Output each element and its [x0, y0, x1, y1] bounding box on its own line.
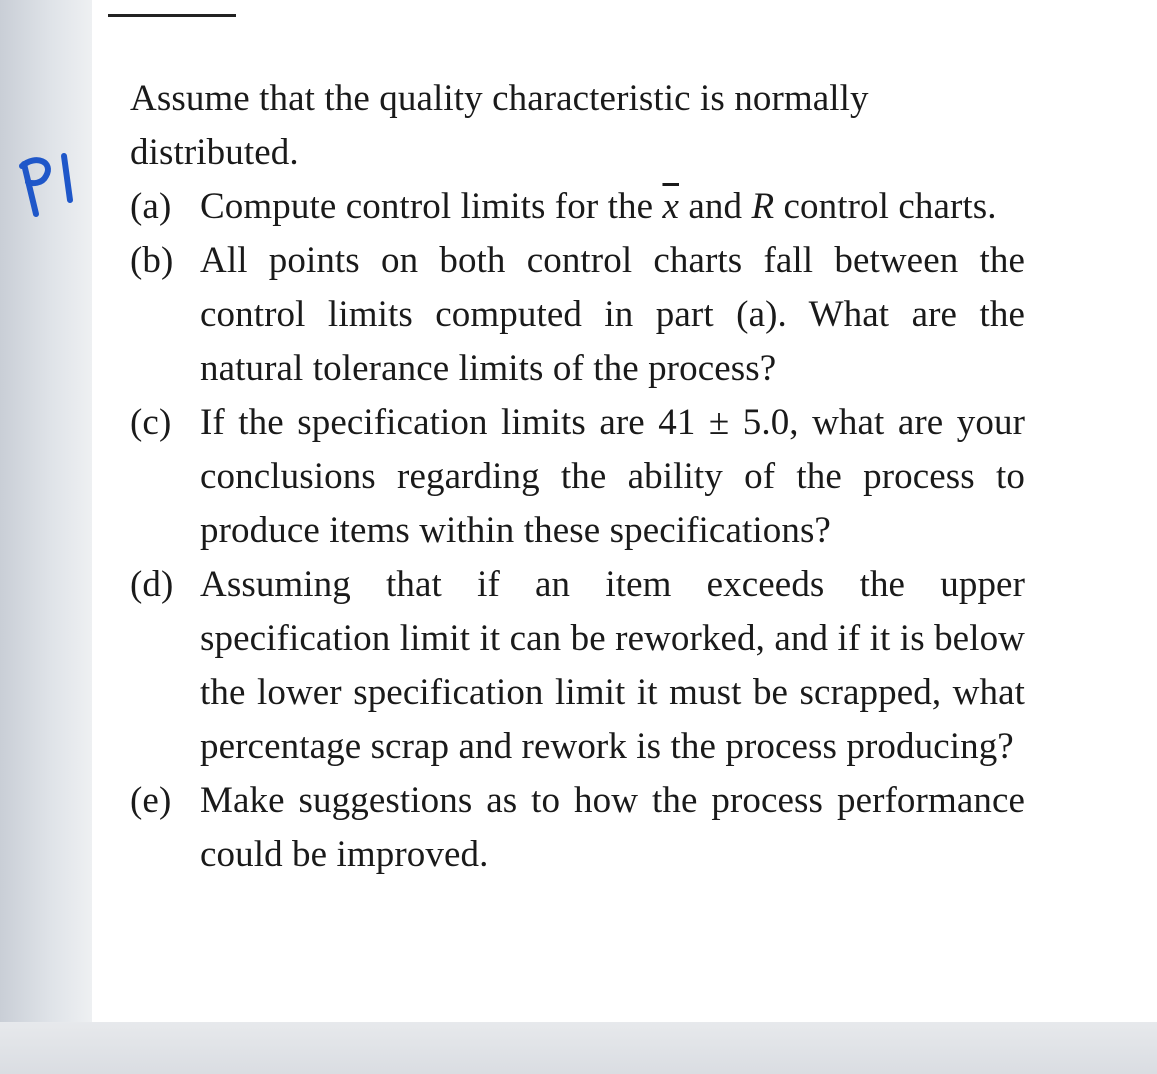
part-text: All points on both control charts fall between the control limits computed in part (a). What are the natural tolerance limits of the process?: [200, 240, 1025, 389]
problem-parts-list: [130, 180, 1025, 882]
part-text: Assuming that if an item exceeds the upper specification limit it can be reworked, and if it is below the lower specification limit it must be scrapped, what percentage scrap and rework is the process producing?: [200, 564, 1025, 767]
handwritten-margin-note: [14, 152, 78, 222]
part-a: [130, 180, 1025, 234]
part-text-segment: control charts.: [774, 186, 997, 227]
part-b: [130, 234, 1025, 396]
part-text-segment: Compute control limits for the: [200, 186, 663, 227]
part-text-segment: and: [679, 186, 752, 227]
part-text: If the specification limits are 41 ± 5.0, what are your conclusions regarding the ability of the process to produce items within these specifications?: [200, 402, 1025, 551]
problem-intro: Assume that the quality characteristic is normally distributed.: [130, 78, 869, 173]
part-label: (a): [130, 186, 172, 227]
x-bar-symbol: $\overline{x}$: [662, 186, 679, 227]
r-symbol: R: [751, 186, 775, 227]
part-label: (b): [130, 240, 174, 281]
part-text: [200, 180, 1025, 234]
part-text: Make suggestions as to how the process performance could be improved.: [200, 780, 1025, 875]
part-d: [130, 558, 1025, 774]
part-label: (e): [130, 780, 172, 821]
bottom-shadow: [0, 1022, 1157, 1074]
problem-text: [130, 72, 1025, 882]
part-e: [130, 774, 1025, 882]
part-label: (d): [130, 564, 174, 605]
top-rule-line: [108, 14, 236, 17]
part-label: (c): [130, 402, 172, 443]
part-c: [130, 396, 1025, 558]
